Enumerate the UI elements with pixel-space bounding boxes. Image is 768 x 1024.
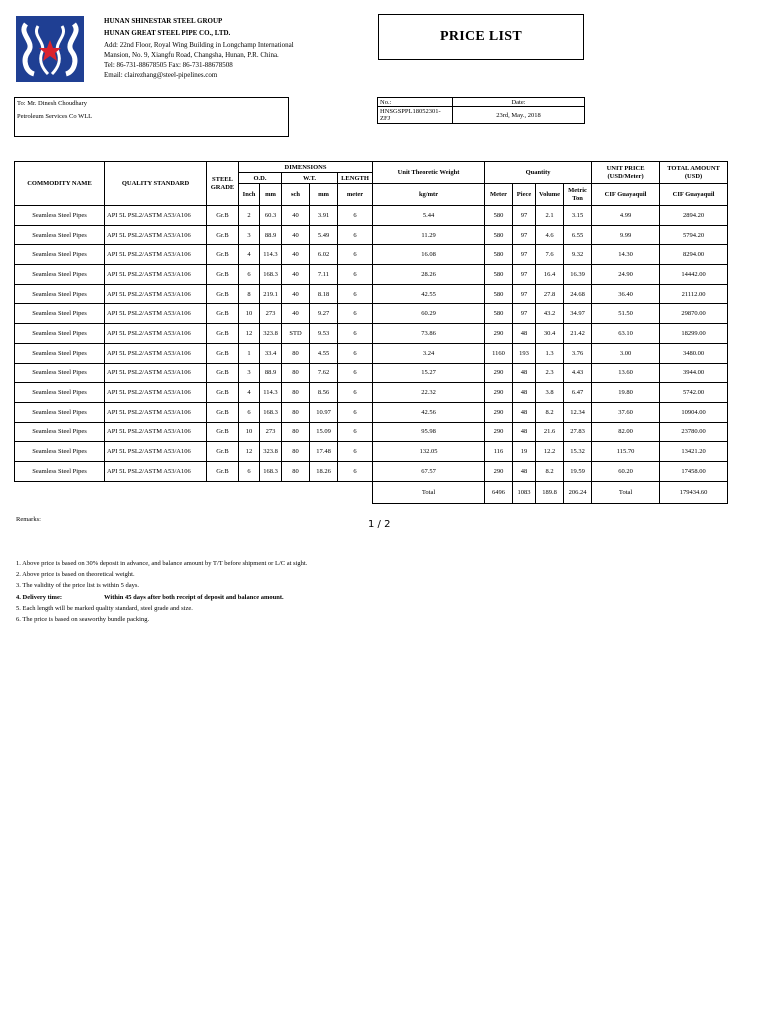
cell-od-inch: 6 — [239, 265, 260, 285]
cell-od-mm: 88.9 — [260, 363, 282, 383]
cell-commodity: Seamless Steel Pipes — [15, 343, 105, 363]
cell-sch: 40 — [282, 245, 310, 265]
cell-quality: API 5L PSL2/ASTM A53/A106 — [105, 422, 207, 442]
note-6: 6. The price is based on seaworthy bundle packing. — [16, 616, 150, 624]
table-row — [15, 442, 728, 462]
note-3: 3. The validity of the price list is within 5 days. — [16, 582, 140, 590]
cell-total-amount: 29870.00 — [660, 304, 728, 324]
cell-unit-price: 3.00 — [592, 343, 660, 363]
cell-weight: 42.56 — [373, 402, 485, 422]
cell-total-amount: 23780.00 — [660, 422, 728, 442]
cell-quality: API 5L PSL2/ASTM A53/A106 — [105, 265, 207, 285]
cell-wt-mm: 4.55 — [310, 343, 338, 363]
cell-sch: 80 — [282, 422, 310, 442]
header-unit-price: UNIT PRICE (USD/Meter) — [592, 162, 660, 184]
cell-od-mm: 273 — [260, 304, 282, 324]
cell-piece: 48 — [513, 324, 536, 344]
cell-quality: API 5L PSL2/ASTM A53/A106 — [105, 442, 207, 462]
cell-volume: 4.6 — [536, 225, 564, 245]
cell-od-inch: 3 — [239, 363, 260, 383]
cell-piece: 193 — [513, 343, 536, 363]
cell-weight: 67.57 — [373, 461, 485, 481]
cell-meter: 290 — [485, 383, 513, 403]
cell-commodity: Seamless Steel Pipes — [15, 225, 105, 245]
cell-total-amount: 10904.00 — [660, 402, 728, 422]
company-header — [104, 16, 319, 80]
cell-meter: 580 — [485, 284, 513, 304]
cell-commodity: Seamless Steel Pipes — [15, 206, 105, 226]
header-quality: QUALITY STANDARD — [105, 162, 207, 206]
cell-unit-price: 37.60 — [592, 402, 660, 422]
cell-weight: 60.29 — [373, 304, 485, 324]
cell-length: 6 — [338, 402, 373, 422]
header-length: LENGTH — [338, 173, 373, 184]
company-group-name: HUNAN SHINESTAR STEEL GROUP — [104, 17, 223, 25]
cell-piece: 97 — [513, 265, 536, 285]
cell-od-inch: 3 — [239, 225, 260, 245]
cell-volume: 7.6 — [536, 245, 564, 265]
doc-number-label: No.: — [378, 98, 453, 107]
header-commodity: COMMODITY NAME — [15, 162, 105, 206]
cell-length: 6 — [338, 383, 373, 403]
cell-od-inch: 4 — [239, 383, 260, 403]
cell-unit-price: 14.30 — [592, 245, 660, 265]
cell-meter: 1160 — [485, 343, 513, 363]
cell-grade: Gr.B — [207, 343, 239, 363]
cell-commodity: Seamless Steel Pipes — [15, 363, 105, 383]
cell-unit-price: 115.70 — [592, 442, 660, 462]
cell-quality: API 5L PSL2/ASTM A53/A106 — [105, 324, 207, 344]
cell-metric-ton: 6.47 — [564, 383, 592, 403]
header-quantity: Quantity — [485, 162, 592, 184]
cell-od-mm: 114.3 — [260, 245, 282, 265]
cell-piece: 48 — [513, 461, 536, 481]
recipient-name: To: Mr. Dinesh Choudhary — [17, 100, 87, 107]
cell-grade: Gr.B — [207, 422, 239, 442]
cell-piece: 48 — [513, 363, 536, 383]
cell-weight: 3.24 — [373, 343, 485, 363]
recipient-company: Petroleum Services Co WLL — [17, 113, 93, 120]
cell-od-mm: 323.8 — [260, 324, 282, 344]
cell-meter: 290 — [485, 402, 513, 422]
cell-sch: 40 — [282, 265, 310, 285]
cell-unit-price: 63.10 — [592, 324, 660, 344]
doc-date-value: 23rd, May., 2018 — [453, 107, 585, 124]
cell-length: 6 — [338, 442, 373, 462]
note-1: 1. Above price is based on 30% deposit in advance, and balance amount by T/T before shipment or L/C at sight. — [16, 560, 308, 567]
cell-unit-price: 51.50 — [592, 304, 660, 324]
cell-grade: Gr.B — [207, 324, 239, 344]
note-4-value: Within 45 days after both receipt of deposit and balance amount. — [104, 593, 284, 601]
table-row — [15, 343, 728, 363]
cell-length: 6 — [338, 284, 373, 304]
cell-sch: 40 — [282, 225, 310, 245]
cell-length: 6 — [338, 363, 373, 383]
header-grade: STEEL GRADE — [207, 162, 239, 206]
cell-length: 6 — [338, 461, 373, 481]
cell-unit-price: 60.20 — [592, 461, 660, 481]
table-row — [15, 461, 728, 481]
cell-meter: 580 — [485, 245, 513, 265]
total-label-2: Total — [592, 481, 660, 503]
document-info-box — [377, 97, 585, 124]
cell-volume: 16.4 — [536, 265, 564, 285]
cell-total-amount: 3480.00 — [660, 343, 728, 363]
cell-wt-mm: 17.48 — [310, 442, 338, 462]
cell-total-amount: 14442.00 — [660, 265, 728, 285]
cell-unit-price: 13.60 — [592, 363, 660, 383]
header-wt: W.T. — [282, 173, 338, 184]
table-row — [15, 402, 728, 422]
cell-od-inch: 4 — [239, 245, 260, 265]
cell-metric-ton: 19.59 — [564, 461, 592, 481]
cell-sch: STD — [282, 324, 310, 344]
cell-weight: 28.26 — [373, 265, 485, 285]
cell-commodity: Seamless Steel Pipes — [15, 284, 105, 304]
cell-grade: Gr.B — [207, 304, 239, 324]
cell-total-amount: 21112.00 — [660, 284, 728, 304]
cell-volume: 8.2 — [536, 461, 564, 481]
cell-sch: 80 — [282, 383, 310, 403]
note-5: 5. Each length will be marked quality standard, steel grade and size. — [16, 604, 193, 612]
cell-total-amount: 2894.20 — [660, 206, 728, 226]
notes-list — [16, 558, 307, 625]
cell-commodity: Seamless Steel Pipes — [15, 422, 105, 442]
table-row — [15, 265, 728, 285]
cell-weight: 22.32 — [373, 383, 485, 403]
cell-volume: 27.8 — [536, 284, 564, 304]
subheader-volume: Volume — [536, 184, 564, 206]
cell-piece: 97 — [513, 284, 536, 304]
cell-sch: 80 — [282, 461, 310, 481]
table-row — [15, 422, 728, 442]
cell-od-inch: 10 — [239, 422, 260, 442]
company-name: HUNAN GREAT STEEL PIPE CO., LTD. — [104, 29, 231, 37]
cell-od-inch: 10 — [239, 304, 260, 324]
cell-volume: 43.2 — [536, 304, 564, 324]
subheader-cif-amount: CIF Guayaquil — [660, 184, 728, 206]
cell-piece: 97 — [513, 225, 536, 245]
company-email: Email: clairezhang@steel-pipelines.com — [104, 71, 218, 79]
cell-quality: API 5L PSL2/ASTM A53/A106 — [105, 284, 207, 304]
cell-piece: 97 — [513, 206, 536, 226]
cell-length: 6 — [338, 265, 373, 285]
cell-grade: Gr.B — [207, 461, 239, 481]
cell-quality: API 5L PSL2/ASTM A53/A106 — [105, 402, 207, 422]
total-amount: 179434.60 — [660, 481, 728, 503]
cell-grade: Gr.B — [207, 206, 239, 226]
table-row — [15, 245, 728, 265]
cell-piece: 48 — [513, 383, 536, 403]
cell-grade: Gr.B — [207, 442, 239, 462]
cell-commodity: Seamless Steel Pipes — [15, 383, 105, 403]
cell-commodity: Seamless Steel Pipes — [15, 304, 105, 324]
company-address: Add: 22nd Floor, Royal Wing Building in Longchamp International Mansion, No. 9, Xiangfu Road, Changsha, Hunan, P.R. China. — [104, 41, 294, 59]
cell-meter: 290 — [485, 461, 513, 481]
subheader-meter: meter — [338, 184, 373, 206]
cell-sch: 80 — [282, 363, 310, 383]
total-label: Total — [373, 481, 485, 503]
cell-total-amount: 5794.20 — [660, 225, 728, 245]
cell-unit-price: 82.00 — [592, 422, 660, 442]
cell-wt-mm: 9.27 — [310, 304, 338, 324]
table-row — [15, 304, 728, 324]
cell-volume: 30.4 — [536, 324, 564, 344]
cell-wt-mm: 3.91 — [310, 206, 338, 226]
cell-meter: 580 — [485, 225, 513, 245]
cell-unit-price: 4.99 — [592, 206, 660, 226]
cell-length: 6 — [338, 206, 373, 226]
cell-length: 6 — [338, 304, 373, 324]
cell-metric-ton: 9.32 — [564, 245, 592, 265]
subheader-inch: Inch — [239, 184, 260, 206]
cell-total-amount: 13421.20 — [660, 442, 728, 462]
cell-od-mm: 168.3 — [260, 265, 282, 285]
cell-meter: 580 — [485, 206, 513, 226]
cell-wt-mm: 5.49 — [310, 225, 338, 245]
page-number: 1 / 2 — [368, 519, 391, 530]
cell-piece: 48 — [513, 402, 536, 422]
cell-od-inch: 2 — [239, 206, 260, 226]
cell-grade: Gr.B — [207, 383, 239, 403]
cell-od-mm: 88.9 — [260, 225, 282, 245]
cell-metric-ton: 34.97 — [564, 304, 592, 324]
cell-weight: 73.86 — [373, 324, 485, 344]
recipient-box — [14, 97, 289, 137]
cell-grade: Gr.B — [207, 265, 239, 285]
total-metric-ton: 206.24 — [564, 481, 592, 503]
cell-piece: 97 — [513, 245, 536, 265]
note-2: 2. Above price is based on theoretical weight. — [16, 571, 135, 579]
cell-metric-ton: 24.68 — [564, 284, 592, 304]
cell-metric-ton: 27.83 — [564, 422, 592, 442]
cell-od-mm: 114.3 — [260, 383, 282, 403]
cell-weight: 132.05 — [373, 442, 485, 462]
cell-commodity: Seamless Steel Pipes — [15, 461, 105, 481]
header-od: O.D. — [239, 173, 282, 184]
cell-volume: 1.3 — [536, 343, 564, 363]
cell-quality: API 5L PSL2/ASTM A53/A106 — [105, 225, 207, 245]
header-weight: Unit Theoretic Weight — [373, 162, 485, 184]
cell-od-mm: 219.1 — [260, 284, 282, 304]
cell-sch: 40 — [282, 304, 310, 324]
cell-wt-mm: 18.26 — [310, 461, 338, 481]
cell-piece: 19 — [513, 442, 536, 462]
total-piece: 1083 — [513, 481, 536, 503]
cell-meter: 580 — [485, 304, 513, 324]
subheader-metric-ton: Metric Ton — [564, 184, 592, 206]
cell-commodity: Seamless Steel Pipes — [15, 245, 105, 265]
company-logo — [16, 16, 84, 82]
subheader-mm: mm — [260, 184, 282, 206]
cell-quality: API 5L PSL2/ASTM A53/A106 — [105, 304, 207, 324]
cell-quality: API 5L PSL2/ASTM A53/A106 — [105, 206, 207, 226]
cell-grade: Gr.B — [207, 225, 239, 245]
subheader-qty-meter: Meter — [485, 184, 513, 206]
table-body — [15, 206, 728, 482]
cell-wt-mm: 6.02 — [310, 245, 338, 265]
cell-total-amount: 17458.00 — [660, 461, 728, 481]
cell-meter: 580 — [485, 265, 513, 285]
cell-meter: 116 — [485, 442, 513, 462]
cell-metric-ton: 3.15 — [564, 206, 592, 226]
cell-weight: 95.98 — [373, 422, 485, 442]
subheader-wt-mm: mm — [310, 184, 338, 206]
cell-unit-price: 24.90 — [592, 265, 660, 285]
table-row — [15, 324, 728, 344]
cell-od-inch: 6 — [239, 402, 260, 422]
cell-volume: 8.2 — [536, 402, 564, 422]
cell-sch: 80 — [282, 402, 310, 422]
cell-od-mm: 168.3 — [260, 402, 282, 422]
cell-volume: 12.2 — [536, 442, 564, 462]
cell-length: 6 — [338, 422, 373, 442]
cell-meter: 290 — [485, 363, 513, 383]
cell-wt-mm: 8.18 — [310, 284, 338, 304]
cell-volume: 2.1 — [536, 206, 564, 226]
cell-od-mm: 168.3 — [260, 461, 282, 481]
doc-number-value: HNSGSPPL18052301-ZFJ — [378, 107, 453, 124]
table-row — [15, 225, 728, 245]
remarks-label: Remarks: — [16, 516, 41, 523]
cell-wt-mm: 15.09 — [310, 422, 338, 442]
cell-meter: 290 — [485, 324, 513, 344]
cell-length: 6 — [338, 324, 373, 344]
cell-quality: API 5L PSL2/ASTM A53/A106 — [105, 363, 207, 383]
cell-metric-ton: 16.39 — [564, 265, 592, 285]
cell-metric-ton: 4.43 — [564, 363, 592, 383]
subheader-sch: sch — [282, 184, 310, 206]
cell-quality: API 5L PSL2/ASTM A53/A106 — [105, 245, 207, 265]
cell-od-mm: 273 — [260, 422, 282, 442]
document-title: PRICE LIST — [378, 14, 584, 60]
cell-od-inch: 12 — [239, 442, 260, 462]
total-volume: 189.8 — [536, 481, 564, 503]
cell-volume: 2.3 — [536, 363, 564, 383]
cell-weight: 15.27 — [373, 363, 485, 383]
cell-od-inch: 1 — [239, 343, 260, 363]
cell-sch: 40 — [282, 284, 310, 304]
cell-metric-ton: 12.34 — [564, 402, 592, 422]
cell-length: 6 — [338, 225, 373, 245]
cell-weight: 42.55 — [373, 284, 485, 304]
cell-piece: 97 — [513, 304, 536, 324]
note-4 — [16, 592, 307, 603]
cell-volume: 3.8 — [536, 383, 564, 403]
price-table — [14, 161, 728, 504]
header-dimensions: DIMENSIONS — [239, 162, 373, 173]
cell-od-inch: 6 — [239, 461, 260, 481]
cell-wt-mm: 7.11 — [310, 265, 338, 285]
table-row — [15, 363, 728, 383]
table-row — [15, 284, 728, 304]
cell-unit-price: 36.40 — [592, 284, 660, 304]
cell-length: 6 — [338, 245, 373, 265]
cell-unit-price: 9.99 — [592, 225, 660, 245]
cell-metric-ton: 21.42 — [564, 324, 592, 344]
note-4-label: 4. Delivery time: — [16, 593, 63, 601]
cell-grade: Gr.B — [207, 363, 239, 383]
subheader-piece: Piece — [513, 184, 536, 206]
cell-weight: 11.29 — [373, 225, 485, 245]
cell-grade: Gr.B — [207, 284, 239, 304]
total-spacer — [15, 481, 373, 503]
total-meter: 6496 — [485, 481, 513, 503]
doc-date-label: Date: — [453, 98, 585, 107]
cell-od-mm: 33.4 — [260, 343, 282, 363]
cell-od-mm: 60.3 — [260, 206, 282, 226]
cell-volume: 21.6 — [536, 422, 564, 442]
cell-od-inch: 8 — [239, 284, 260, 304]
cell-wt-mm: 10.97 — [310, 402, 338, 422]
cell-piece: 48 — [513, 422, 536, 442]
cell-total-amount: 8294.00 — [660, 245, 728, 265]
cell-metric-ton: 15.32 — [564, 442, 592, 462]
cell-total-amount: 3944.00 — [660, 363, 728, 383]
cell-metric-ton: 6.55 — [564, 225, 592, 245]
cell-quality: API 5L PSL2/ASTM A53/A106 — [105, 343, 207, 363]
cell-quality: API 5L PSL2/ASTM A53/A106 — [105, 383, 207, 403]
cell-unit-price: 19.80 — [592, 383, 660, 403]
cell-sch: 80 — [282, 343, 310, 363]
cell-metric-ton: 3.76 — [564, 343, 592, 363]
subheader-cif-price: CIF Guayaquil — [592, 184, 660, 206]
cell-sch: 40 — [282, 206, 310, 226]
cell-weight: 16.08 — [373, 245, 485, 265]
cell-meter: 290 — [485, 422, 513, 442]
cell-wt-mm: 7.62 — [310, 363, 338, 383]
table-row — [15, 206, 728, 226]
cell-wt-mm: 8.56 — [310, 383, 338, 403]
cell-length: 6 — [338, 343, 373, 363]
cell-weight: 5.44 — [373, 206, 485, 226]
subheader-kgmtr: kg/mtr — [373, 184, 485, 206]
total-row — [15, 481, 728, 503]
company-phone: Tel: 86-731-88678505 Fax: 86-731-88678508 — [104, 61, 233, 69]
cell-commodity: Seamless Steel Pipes — [15, 402, 105, 422]
cell-total-amount: 5742.00 — [660, 383, 728, 403]
cell-commodity: Seamless Steel Pipes — [15, 442, 105, 462]
cell-commodity: Seamless Steel Pipes — [15, 324, 105, 344]
cell-quality: API 5L PSL2/ASTM A53/A106 — [105, 461, 207, 481]
price-table-container — [14, 161, 721, 504]
cell-od-mm: 323.8 — [260, 442, 282, 462]
cell-commodity: Seamless Steel Pipes — [15, 265, 105, 285]
table-row — [15, 383, 728, 403]
cell-grade: Gr.B — [207, 402, 239, 422]
cell-total-amount: 18299.00 — [660, 324, 728, 344]
cell-grade: Gr.B — [207, 245, 239, 265]
header-total-amount: TOTAL AMOUNT (USD) — [660, 162, 728, 184]
cell-od-inch: 12 — [239, 324, 260, 344]
cell-sch: 80 — [282, 442, 310, 462]
cell-wt-mm: 9.53 — [310, 324, 338, 344]
